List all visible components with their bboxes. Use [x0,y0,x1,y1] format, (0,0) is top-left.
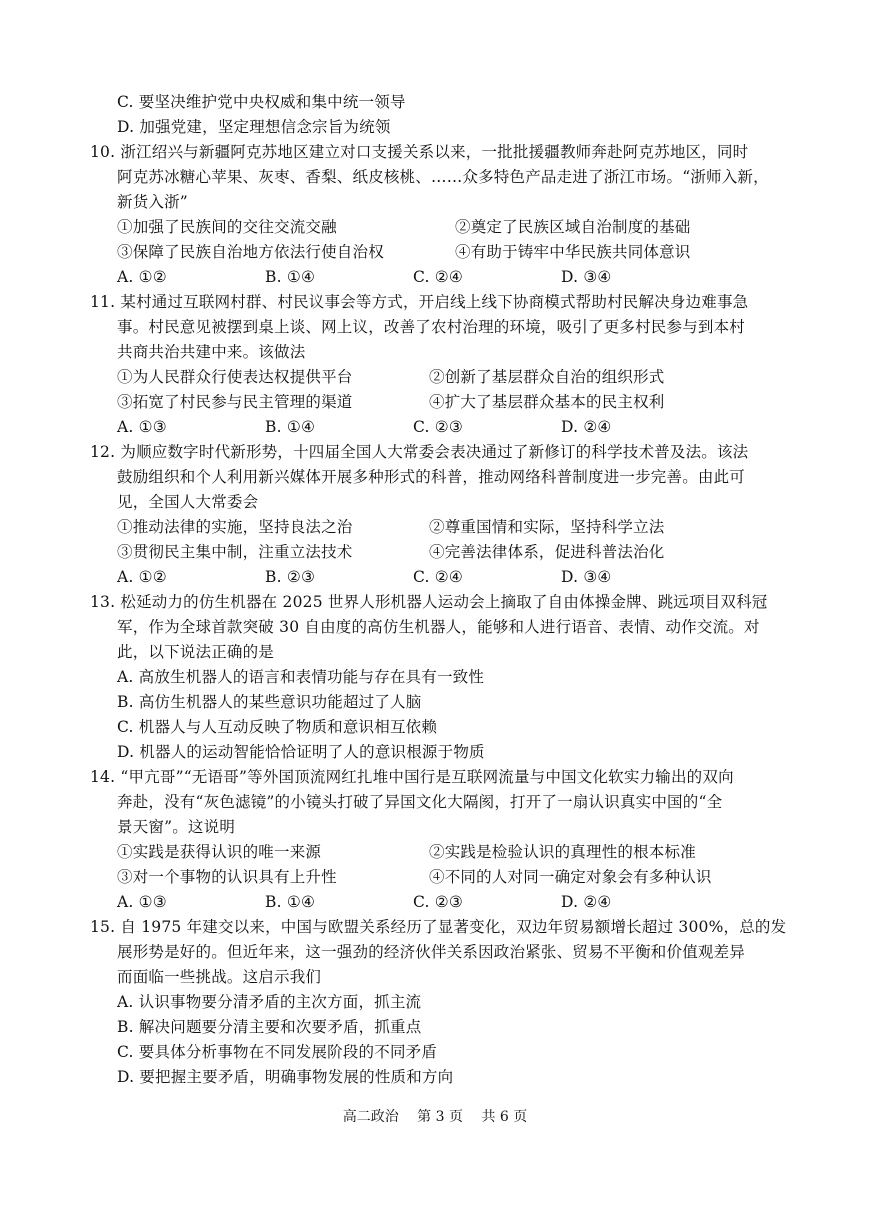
q13-stem-line3: 此，以下说法正确的是 [117,643,275,661]
q12-choice-d: D. ③④ [561,568,612,586]
q10-statement-3: ③保障了民族自治地方依法行使自治权 [117,243,384,261]
q13-choice-a: A. 高放生机器人的语言和表情功能与存在具有一致性 [117,668,485,686]
q14-choice-a: A. ①③ [117,893,167,911]
q12-stem-line1: 12. 为顺应数字时代新形势，十四届全国人大常委会表决通过了新修订的科学技术普及法。该法 [90,443,749,461]
q12-statement-3: ③贯彻民主集中制，注重立法技术 [117,543,353,561]
q13-choice-b: B. 高仿生机器人的某些意识功能超过了人脑 [117,693,422,711]
q11-choice-d: D. ②④ [561,418,612,436]
q15-choice-d: D. 要把握主要矛盾，明确事物发展的性质和方向 [117,1068,454,1086]
q15-stem-line1: 15. 自 1975 年建交以来，中国与欧盟关系经历了显著变化，双边年贸易额增长超过 300%，总的发 [90,918,787,936]
q9-option-c: C. 要坚决维护党中央权威和集中统一领导 [117,93,406,111]
q14-choice-c: C. ②③ [413,893,463,911]
q10-statement-4: ④有助于铸牢中华民族共同体意识 [455,243,691,261]
q11-statement-2: ②创新了基层群众自治的组织形式 [429,368,665,386]
q14-stem-line1: 14. “甲亢哥”“无语哥”等外国顶流网红扎堆中国行是互联网流量与中国文化软实力输出的双向 [90,768,734,786]
q11-stem-line1: 11. 某村通过互联网村群、村民议事会等方式，开启线上线下协商模式帮助村民解决身边难事急 [90,293,749,311]
q10-choice-b: B. ①④ [265,268,316,286]
q10-statement-1: ①加强了民族间的交往交流交融 [117,218,337,236]
q14-statement-2: ②实践是检验认识的真理性的根本标准 [429,843,696,861]
q11-statement-4: ④扩大了基层群众基本的民主权利 [429,393,665,411]
q11-stem-line3: 共商共治共建中来。该做法 [117,343,306,361]
q10-stem-line3: 新货入浙” [117,193,188,211]
q10-stem-line1: 10. 浙江绍兴与新疆阿克苏地区建立对口支援关系以来，一批批援疆教师奔赴阿克苏地区，同时 [90,143,749,161]
q14-stem-line3: 景天窗”。这说明 [117,818,236,836]
q9-option-d: D. 加强党建，坚定理想信念宗旨为统领 [117,118,391,136]
q15-choice-a: A. 认识事物要分清矛盾的主次方面，抓主流 [117,993,422,1011]
q13-stem-line2: 军，作为全球首款突破 30 自由度的高仿生机器人，能够和人进行语音、表情、动作交流。对 [117,618,760,636]
q15-choice-b: B. 解决问题要分清主要和次要矛盾，抓重点 [117,1018,422,1036]
q12-stem-line3: 见，全国人大常委会 [117,493,259,511]
q14-choice-d: D. ②④ [561,893,612,911]
page-footer: 高二政治 第 3 页 共 6 页 [342,1109,528,1125]
q10-stem-line2: 阿克苏冰糖心苹果、灰枣、香梨、纸皮核桃、……众多特色产品走进了浙江市场。“浙师入新， [117,168,769,186]
q11-stem-line2: 事。村民意见被摆到桌上谈、网上议，改善了农村治理的环境，吸引了更多村民参与到本村 [117,318,746,336]
q13-choice-d: D. 机器人的运动智能恰恰证明了人的意识根源于物质 [117,743,485,761]
q14-statement-4: ④不同的人对同一确定对象会有多种认识 [429,868,712,886]
q12-statement-2: ②尊重国情和实际，坚持科学立法 [429,518,665,536]
q10-choice-a: A. ①② [117,268,167,286]
q15-stem-line3: 而面临一些挑战。这启示我们 [117,968,322,986]
q11-statement-1: ①为人民群众行使表达权提供平台 [117,368,353,386]
q12-statement-4: ④完善法律体系，促进科普法治化 [429,543,665,561]
q10-choice-c: C. ②④ [413,268,463,286]
q12-statement-1: ①推动法律的实施，坚持良法之治 [117,518,353,536]
q12-choice-b: B. ②③ [265,568,316,586]
q10-choice-d: D. ③④ [561,268,612,286]
q13-choice-c: C. 机器人与人互动反映了物质和意识相互依赖 [117,718,438,736]
q12-choice-c: C. ②④ [413,568,463,586]
q13-stem-line1: 13. 松延动力的仿生机器在 2025 世界人形机器人运动会上摘取了自由体操金牌、跳远项目双科冠 [90,593,768,611]
q14-statement-3: ③对一个事物的认识具有上升性 [117,868,337,886]
q14-statement-1: ①实践是获得认识的唯一来源 [117,843,322,861]
q14-stem-line2: 奔赴，没有“灰色滤镜”的小镜头打破了异国文化大隔阂，打开了一扇认识真实中国的“全 [117,793,723,811]
q12-stem-line2: 鼓励组织和个人利用新兴媒体开展多种形式的科普，推动网络科普制度进一步完善。由此可 [117,468,746,486]
q11-choice-b: B. ①④ [265,418,316,436]
q12-choice-a: A. ①② [117,568,167,586]
q15-stem-line2: 展形势是好的。但近年来，这一强劲的经济伙伴关系因政治紧张、贸易不平衡和价值观差异 [117,943,746,961]
q11-choice-c: C. ②③ [413,418,463,436]
q15-choice-c: C. 要具体分析事物在不同发展阶段的不同矛盾 [117,1043,438,1061]
q11-choice-a: A. ①③ [117,418,167,436]
q14-choice-b: B. ①④ [265,893,316,911]
q10-statement-2: ②奠定了民族区域自治制度的基础 [455,218,691,236]
q11-statement-3: ③拓宽了村民参与民主管理的渠道 [117,393,353,411]
